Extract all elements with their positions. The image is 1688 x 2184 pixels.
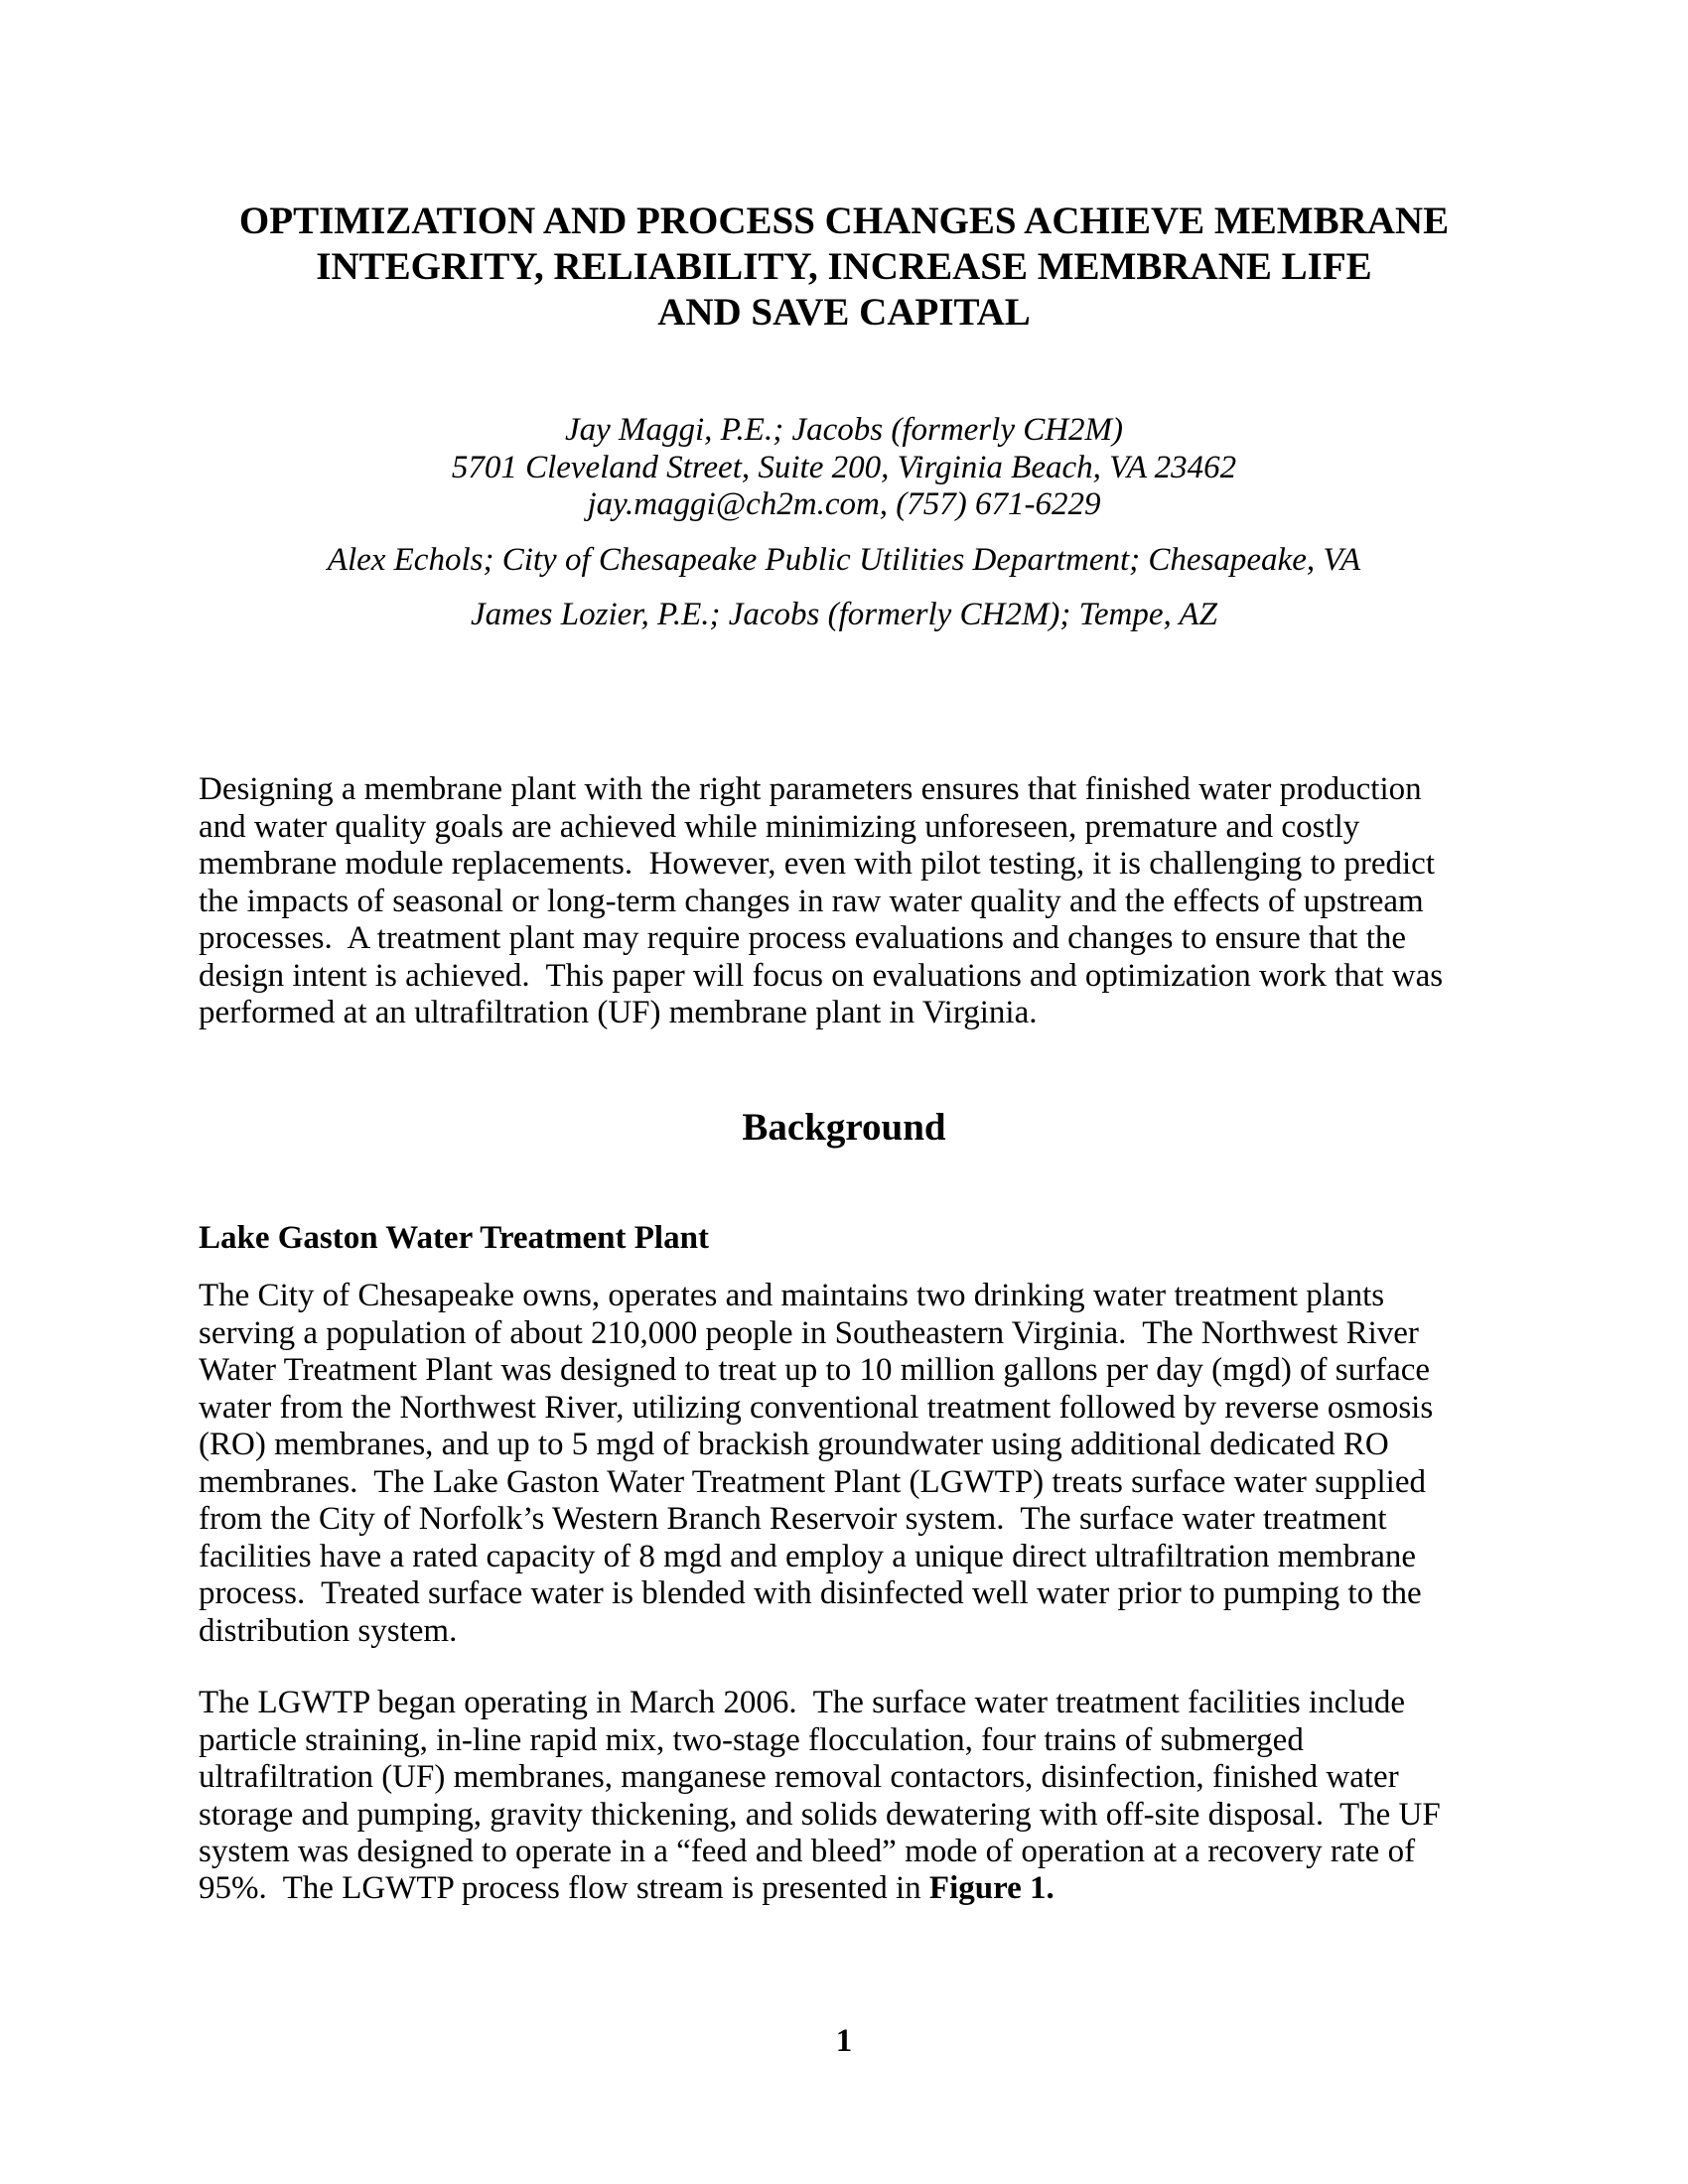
subsection-heading-lake-gaston: Lake Gaston Water Treatment Plant [199, 1220, 709, 1256]
author-3-line: James Lozier, P.E.; Jacobs (formerly CH2M); Tempe, AZ [471, 597, 1217, 632]
text-line: the impacts of seasonal or long-term changes in raw water quality and the effects of upstream [199, 883, 1424, 919]
body-paragraph-2 [199, 1685, 1509, 1871]
text-line: serving a population of about 210,000 people in Southeastern Virginia. The Northwest River [199, 1314, 1419, 1351]
text-line: performed at an ultrafiltration (UF) membrane plant in Virginia. [199, 995, 1038, 1030]
section-heading-background: Background [742, 1106, 946, 1149]
text-line: (RO) membranes, and up to 5 mgd of brackish groundwater using additional dedicated RO [199, 1427, 1389, 1462]
page-number: 1 [835, 2023, 853, 2059]
text-line: and water quality goals are achieved while minimizing unforeseen, premature and costly [199, 808, 1360, 845]
author-block [0, 412, 1688, 634]
author-2-line: Alex Echols; City of Chesapeake Public Utilities Department; Chesapeake, VA [327, 541, 1361, 578]
text-line: OPTIMIZATION AND PROCESS CHANGES ACHIEVE MEMBRANE [238, 200, 1450, 242]
text-line: design intent is achieved. This paper will focus on evaluations and optimization work that was [199, 957, 1444, 994]
text-line: facilities have a rated capacity of 8 mgd and employ a unique direct ultrafiltration membrane [199, 1538, 1417, 1574]
abstract-paragraph [199, 771, 1509, 1032]
text-line: from the City of Norfolk’s Western Branch Reservoir system. The surface water treatment [199, 1501, 1387, 1537]
text-line: jay.maggi@ch2m.com, (757) 671-6229 [587, 486, 1101, 522]
text-line: AND SAVE CAPITAL [657, 291, 1031, 334]
text-line: system was designed to operate in a “feed and bleed” mode of operation at a recovery rate of [199, 1834, 1416, 1869]
text-line: INTEGRITY, RELIABILITY, INCREASE MEMBRANE LIFE [316, 245, 1372, 288]
text-line: distribution system. [199, 1612, 458, 1649]
figure-1-reference: Figure 1. [928, 1870, 1055, 1906]
text-line: Designing a membrane plant with the right parameters ensures that finished water production [199, 771, 1422, 807]
text-line: particle straining, in-line rapid mix, two-stage flocculation, four trains of submerged [199, 1721, 1304, 1758]
text-line: 5701 Cleveland Street, Suite 200, Virginia Beach, VA 23462 [451, 449, 1237, 485]
text-line: water from the Northwest River, utilizing conventional treatment followed by reverse osmosis [199, 1389, 1434, 1426]
body-paragraph-1 [199, 1278, 1509, 1650]
text-line: Jay Maggi, P.E.; Jacobs (formerly CH2M) [564, 412, 1124, 448]
paper-title [0, 199, 1688, 336]
body-paragraph-2-last-line-text: 95%. The LGWTP process flow stream is presented in [199, 1870, 929, 1906]
author-1-lines [0, 412, 1688, 524]
text-line: The LGWTP began operating in March 2006. The surface water treatment facilities include [199, 1685, 1406, 1720]
text-line: The City of Chesapeake owns, operates and maintains two drinking water treatment plants [199, 1278, 1385, 1313]
text-line: processes. A treatment plant may require process evaluations and changes to ensure that the [199, 920, 1407, 956]
text-line: process. Treated surface water is blended with disinfected well water prior to pumping to the [199, 1575, 1422, 1611]
text-line: storage and pumping, gravity thickening, and solids dewatering with off-site disposal. The UF [199, 1796, 1441, 1833]
body-paragraph-2-last-line [199, 1870, 1509, 1908]
text-line: ultrafiltration (UF) membranes, manganese removal contactors, disinfection, finished water [199, 1759, 1399, 1795]
text-line: membranes. The Lake Gaston Water Treatment Plant (LGWTP) treats surface water supplied [199, 1463, 1427, 1500]
text-line: Water Treatment Plant was designed to treat up to 10 million gallons per day (mgd) of surface [199, 1352, 1431, 1388]
text-line: membrane module replacements. However, even with pilot testing, it is challenging to predict [199, 846, 1435, 882]
